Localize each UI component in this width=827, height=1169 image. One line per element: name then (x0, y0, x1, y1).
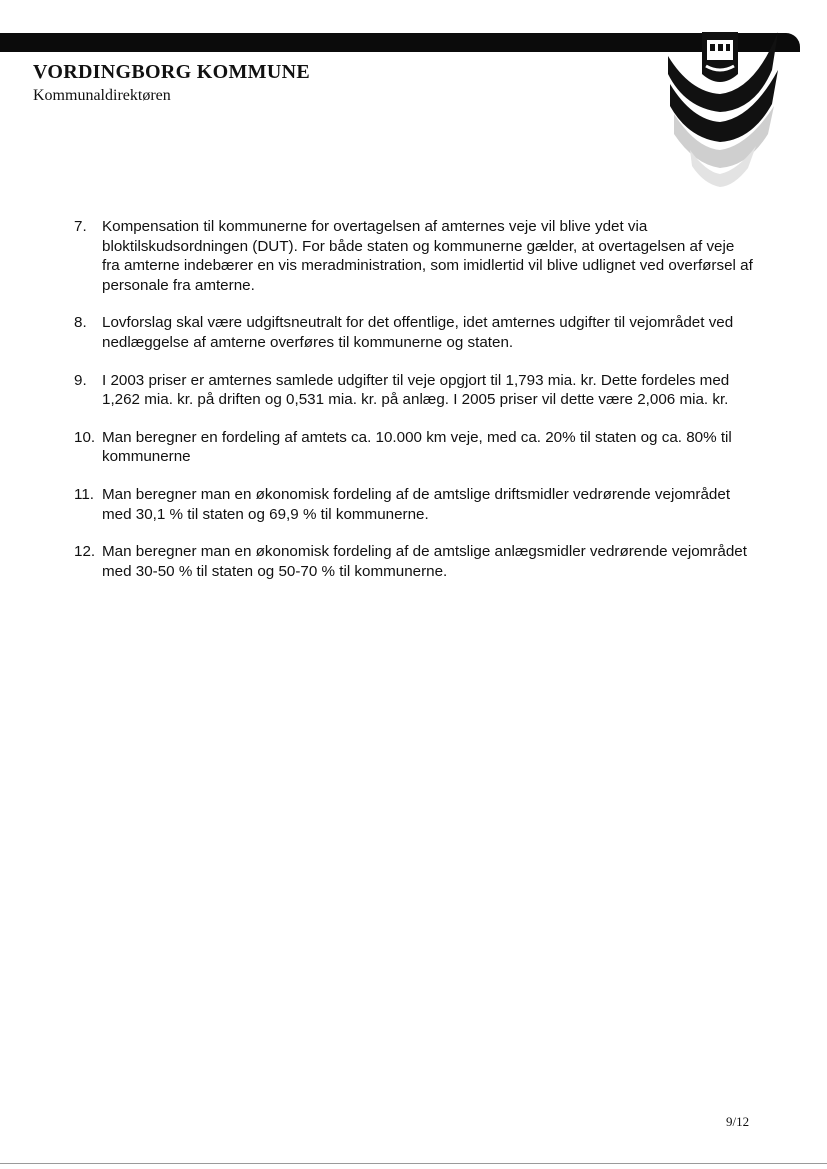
bottom-divider (0, 1163, 827, 1164)
list-item (74, 313, 754, 352)
item-number: 7. (74, 218, 87, 235)
item-number: 8. (74, 314, 87, 332)
list-item (74, 217, 754, 295)
item-text: Man beregner man en økonomisk fordeling af de amtslige anlægsmidler vedrørende vejområdet med 30-50 % til staten og 50-70 % til kommunerne. (102, 543, 747, 580)
page-number: 9/12 (726, 1114, 750, 1129)
item-number: 9. (74, 371, 87, 389)
list-item (74, 371, 754, 410)
item-text: Kompensation til kommunerne for overtagelsen af amternes veje vil blive ydet via bloktilskudsordningen (DUT). For både staten og kommunerne gælder, at overtagelsen af veje fra amterne indebærer en vis meradministration, som imidlertid vil blive udlignet ved overførsel af personale fra amterne. (102, 218, 753, 294)
numbered-list (74, 217, 754, 599)
item-text: Man beregner man en økonomisk fordeling af de amtslige driftsmidler vedrørende vejområdet med 30,1 % til staten og 69,9 % til kommunerne. (102, 485, 731, 523)
organization-name: VORDINGBORG KOMMUNE (33, 61, 310, 83)
item-text: Lovforslag skal være udgiftsneutralt for det offentlige, idet amternes udgifter til vejområdet ved nedlæggelse af amterne overføres til kommunerne og staten. (102, 314, 734, 351)
department-name: Kommunaldirektøren (33, 87, 171, 104)
item-number: 12. (74, 543, 96, 561)
item-number: 11. (74, 485, 94, 503)
list-item (74, 485, 754, 524)
item-number: 10. (74, 428, 96, 446)
list-item (74, 428, 754, 467)
item-text: Man beregner en fordeling af amtets ca. 10.000 km veje, med ca. 20% til staten og ca. 80% til kommunerne (102, 428, 732, 466)
item-text: I 2003 priser er amternes samlede udgifter til veje opgjort til 1,793 mia. kr. Dette fordeles med 1,262 mia. kr. på driften og 0,531 mia. kr. på anlæg. I 2005 priser vil dette være 2,006 mia. kr. (102, 371, 730, 409)
list-item (74, 542, 754, 581)
municipality-logo-icon (660, 22, 785, 192)
